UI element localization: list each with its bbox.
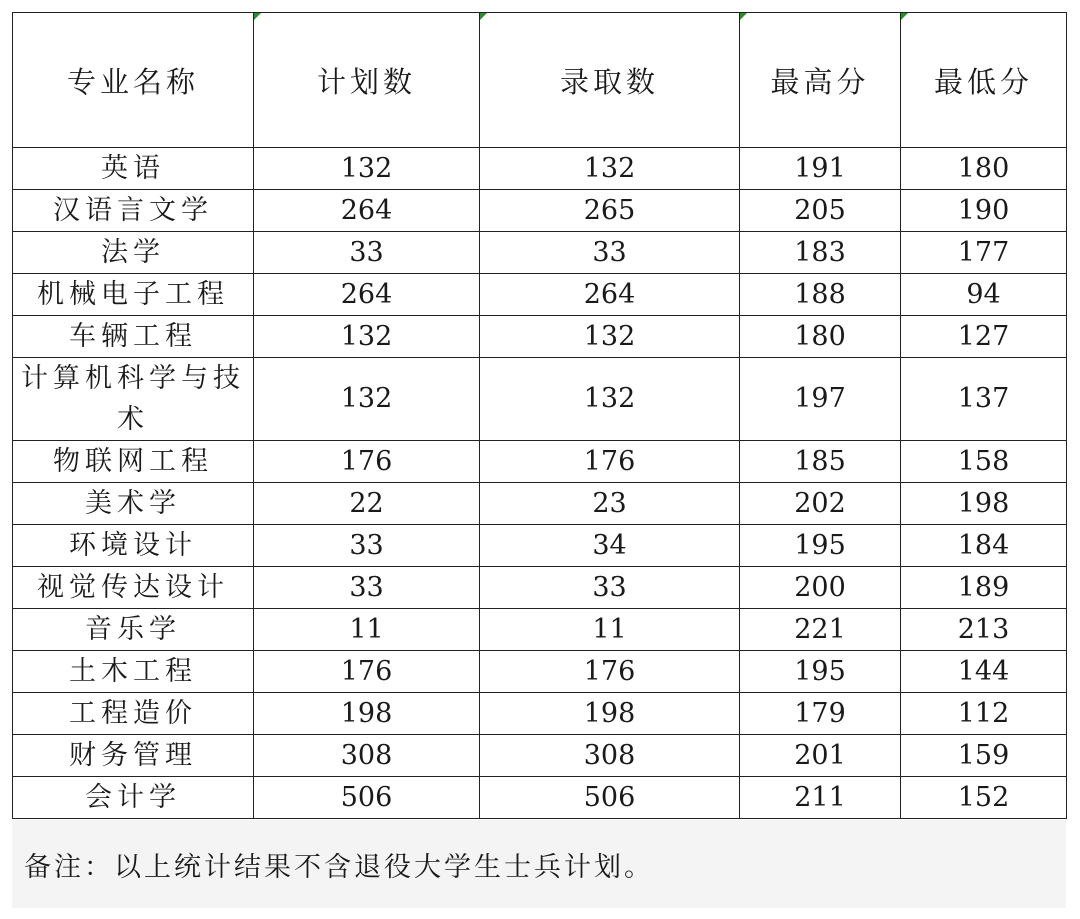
max-score-cell: 200 xyxy=(740,567,901,609)
min-score-cell: 159 xyxy=(901,735,1067,777)
major-cell: 美术学 xyxy=(13,483,254,525)
header-plan-label: 计划数 xyxy=(316,64,416,99)
plan-cell: 132 xyxy=(254,148,480,190)
corner-mark-icon xyxy=(480,13,487,20)
table-row xyxy=(13,777,1067,819)
max-score-cell: 211 xyxy=(740,777,901,819)
major-cell: 法学 xyxy=(13,232,254,274)
plan-cell: 22 xyxy=(254,483,480,525)
table-row xyxy=(13,735,1067,777)
major-cell: 音乐学 xyxy=(13,609,254,651)
admitted-cell: 176 xyxy=(480,441,740,483)
header-plan xyxy=(254,13,480,148)
table-header xyxy=(13,13,1067,148)
admitted-cell: 132 xyxy=(480,148,740,190)
table-row xyxy=(13,567,1067,609)
table-row xyxy=(13,358,1067,441)
table-row xyxy=(13,316,1067,358)
max-score-cell: 205 xyxy=(740,190,901,232)
header-admitted-label: 录取数 xyxy=(559,64,659,99)
header-max-score-label: 最高分 xyxy=(770,64,870,99)
table-row xyxy=(13,274,1067,316)
max-score-cell: 195 xyxy=(740,651,901,693)
min-score-cell: 198 xyxy=(901,483,1067,525)
admitted-cell: 198 xyxy=(480,693,740,735)
plan-cell: 176 xyxy=(254,651,480,693)
major-cell: 会计学 xyxy=(13,777,254,819)
major-cell: 英语 xyxy=(13,148,254,190)
corner-mark-icon xyxy=(901,13,908,20)
admitted-cell: 132 xyxy=(480,358,740,441)
max-score-cell: 197 xyxy=(740,358,901,441)
major-cell: 车辆工程 xyxy=(13,316,254,358)
admitted-cell: 11 xyxy=(480,609,740,651)
plan-cell: 11 xyxy=(254,609,480,651)
min-score-cell: 137 xyxy=(901,358,1067,441)
plan-cell: 33 xyxy=(254,525,480,567)
max-score-cell: 183 xyxy=(740,232,901,274)
major-cell: 物联网工程 xyxy=(13,441,254,483)
max-score-cell: 195 xyxy=(740,525,901,567)
plan-cell: 132 xyxy=(254,316,480,358)
major-cell: 汉语言文学 xyxy=(13,190,254,232)
admitted-cell: 264 xyxy=(480,274,740,316)
header-max-score xyxy=(740,13,901,148)
plan-cell: 264 xyxy=(254,274,480,316)
min-score-cell: 184 xyxy=(901,525,1067,567)
min-score-cell: 144 xyxy=(901,651,1067,693)
major-cell: 视觉传达设计 xyxy=(13,567,254,609)
min-score-cell: 189 xyxy=(901,567,1067,609)
major-cell: 环境设计 xyxy=(13,525,254,567)
plan-cell: 264 xyxy=(254,190,480,232)
admitted-cell: 308 xyxy=(480,735,740,777)
admitted-cell: 132 xyxy=(480,316,740,358)
table-body xyxy=(13,148,1067,819)
table-row xyxy=(13,148,1067,190)
min-score-cell: 94 xyxy=(901,274,1067,316)
table-row xyxy=(13,525,1067,567)
max-score-cell: 201 xyxy=(740,735,901,777)
table-row xyxy=(13,483,1067,525)
admitted-cell: 34 xyxy=(480,525,740,567)
major-cell: 财务管理 xyxy=(13,735,254,777)
admitted-cell: 33 xyxy=(480,567,740,609)
plan-cell: 132 xyxy=(254,358,480,441)
table-row xyxy=(13,232,1067,274)
min-score-cell: 158 xyxy=(901,441,1067,483)
table-row xyxy=(13,441,1067,483)
max-score-cell: 221 xyxy=(740,609,901,651)
plan-cell: 198 xyxy=(254,693,480,735)
max-score-cell: 188 xyxy=(740,274,901,316)
admitted-cell: 265 xyxy=(480,190,740,232)
header-min-score-label: 最低分 xyxy=(933,64,1033,99)
major-cell: 计算机科学与技术 xyxy=(13,358,254,441)
max-score-cell: 180 xyxy=(740,316,901,358)
min-score-cell: 190 xyxy=(901,190,1067,232)
plan-cell: 176 xyxy=(254,441,480,483)
major-cell: 土木工程 xyxy=(13,651,254,693)
max-score-cell: 185 xyxy=(740,441,901,483)
max-score-cell: 191 xyxy=(740,148,901,190)
min-score-cell: 177 xyxy=(901,232,1067,274)
admissions-table xyxy=(12,12,1067,819)
table-row xyxy=(13,609,1067,651)
header-min-score xyxy=(901,13,1067,148)
plan-cell: 33 xyxy=(254,567,480,609)
major-cell: 工程造价 xyxy=(13,693,254,735)
admitted-cell: 23 xyxy=(480,483,740,525)
table-row xyxy=(13,651,1067,693)
plan-cell: 33 xyxy=(254,232,480,274)
admitted-cell: 176 xyxy=(480,651,740,693)
max-score-cell: 202 xyxy=(740,483,901,525)
max-score-cell: 179 xyxy=(740,693,901,735)
plan-cell: 506 xyxy=(254,777,480,819)
corner-mark-icon xyxy=(254,13,261,20)
footnote xyxy=(12,820,1066,908)
corner-mark-icon xyxy=(740,13,747,20)
footnote-text: 备注：以上统计结果不含退役大学生士兵计划。 xyxy=(24,851,654,883)
min-score-cell: 213 xyxy=(901,609,1067,651)
major-cell: 机械电子工程 xyxy=(13,274,254,316)
header-admitted xyxy=(480,13,740,148)
admitted-cell: 506 xyxy=(480,777,740,819)
min-score-cell: 127 xyxy=(901,316,1067,358)
admitted-cell: 33 xyxy=(480,232,740,274)
header-major: 专业名称 xyxy=(13,13,254,148)
table-row xyxy=(13,693,1067,735)
min-score-cell: 112 xyxy=(901,693,1067,735)
min-score-cell: 152 xyxy=(901,777,1067,819)
min-score-cell: 180 xyxy=(901,148,1067,190)
table-row xyxy=(13,190,1067,232)
header-row xyxy=(13,13,1067,148)
plan-cell: 308 xyxy=(254,735,480,777)
